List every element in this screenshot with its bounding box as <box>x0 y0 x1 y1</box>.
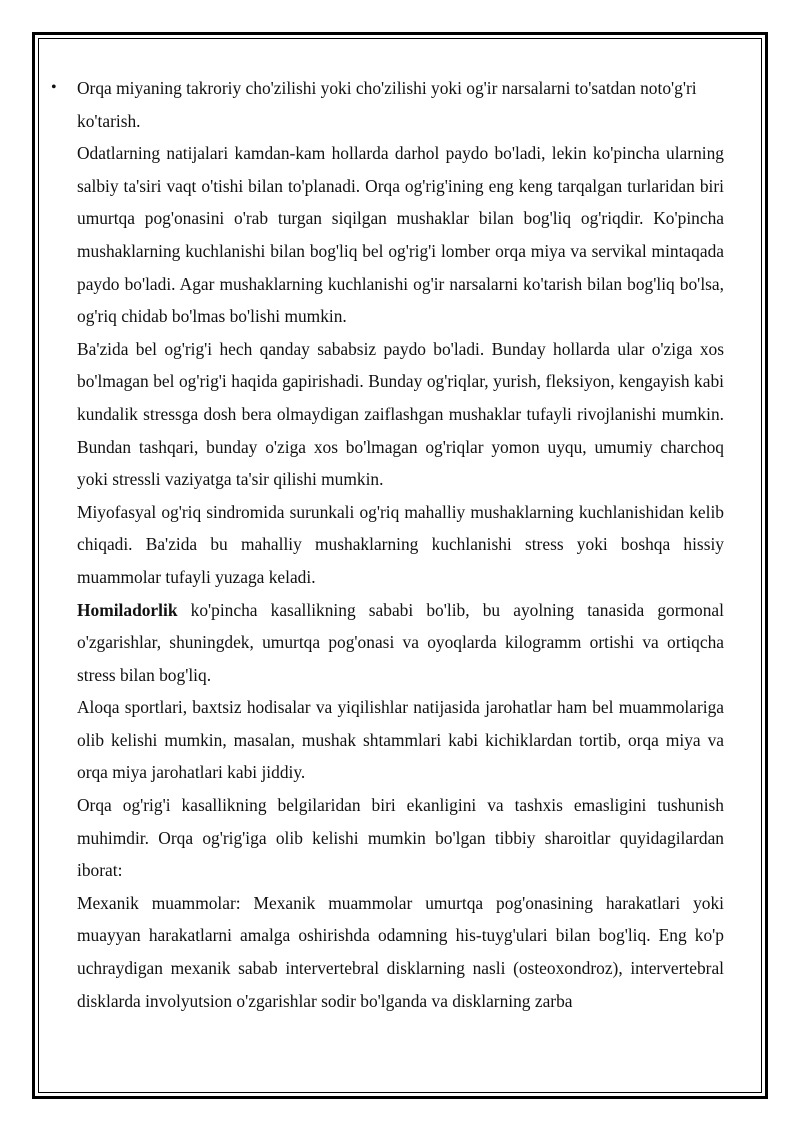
paragraph-pregnancy <box>77 594 724 692</box>
bullet-list-item <box>51 72 724 137</box>
bullet-text: Orqa miyaning takroriy cho'zilishi yoki cho'zilishi yoki og'ir narsalarni to'satdan noto'g'ri ko'tarish. <box>77 78 697 131</box>
paragraph-injuries: Aloqa sportlari, baxtsiz hodisalar va yiqilishlar natijasida jarohatlar ham bel muammolariga olib kelishi mumkin, masalan, mushak shtammlari kabi kichiklardan tortib, orqa miya va orqa miya jarohatlari kabi jiddiy. <box>77 697 724 783</box>
paragraph-symptom: Orqa og'rig'i kasallikning belgilaridan biri ekanligini va tashxis emasligini tushunish muhimdir. Orqa og'rig'iga olib kelishi mumkin bo'lgan tibbiy sharoitlar quyidagilardan iborat: <box>77 795 724 881</box>
pregnancy-text: ko'pincha kasallikning sababi bo'lib, bu ayolning tanasida gormonal o'zgarishlar, shuningdek, umurtqa pog'onasi va oyoqlarda kilogramm ortishi va ortiqcha stress bilan bog'liq. <box>77 599 724 685</box>
bullet-icon: • <box>51 79 57 96</box>
paragraph-habits: Odatlarning natijalari kamdan-kam hollarda darhol paydo bo'ladi, lekin ko'pincha ularning salbiy ta'siri vaqt o'tishi bilan to'planadi. Orqa og'rig'ining eng keng tarqalgan turlaridan biri umurtqa pog'onasini o'rab turgan siqilgan mushaklar bilan bog'liq og'riqdir. Ko'pincha mushaklarning kuchlanishi bilan bog'liq bel og'rig'i lomber orqa miya va servikal mintaqada paydo bo'ladi. Agar mushaklarning kuchlanishi og'ir narsalarni ko'tarish bilan bog'liq bo'lsa, og'riq chidab bo'lmas bo'lishi mumkin. <box>77 143 724 327</box>
document-body <box>51 72 724 1017</box>
paragraph-mechanical: Mexanik muammolar: Mexanik muammolar umurtqa pog'onasining harakatlari yoki muayyan harakatlarni amalga oshirishda odamning his-tuyg'ulari bilan bog'liq. Eng ko'p uchraydigan mexanik sabab intervertebral disklarning nasli (osteoxondroz), intervertebral disklarda involyutsion o'zgarishlar sodir bo'lganda va disklarning zarba <box>77 892 724 1011</box>
pregnancy-term: Homiladorlik <box>77 599 178 620</box>
paragraph-nonspecific-pain: Ba'zida bel og'rig'i hech qanday sababsiz paydo bo'ladi. Bunday hollarda ular o'ziga xos bo'lmagan bel og'rig'i haqida gapirishadi. Bunday og'riqlar, yurish, fleksiyon, kengayish kabi kundalik stressga dosh bera olmaydigan zaiflashgan mushaklar tufayli rivojlanishi mumkin. Bundan tashqari, bunday o'ziga xos bo'lmagan og'riqlar yomon uyqu, umumiy charchoq yoki stressli vaziyatga ta'sir qilishi mumkin. <box>77 338 724 490</box>
paragraph-myofascial: Miyofasyal og'riq sindromida surunkali og'riq mahalliy mushaklarning kuchlanishidan kelib chiqadi. Ba'zida bu mahalliy mushaklarning kuchlanishi stress yoki boshqa hissiy muammolar tufayli yuzaga keladi. <box>77 501 724 587</box>
